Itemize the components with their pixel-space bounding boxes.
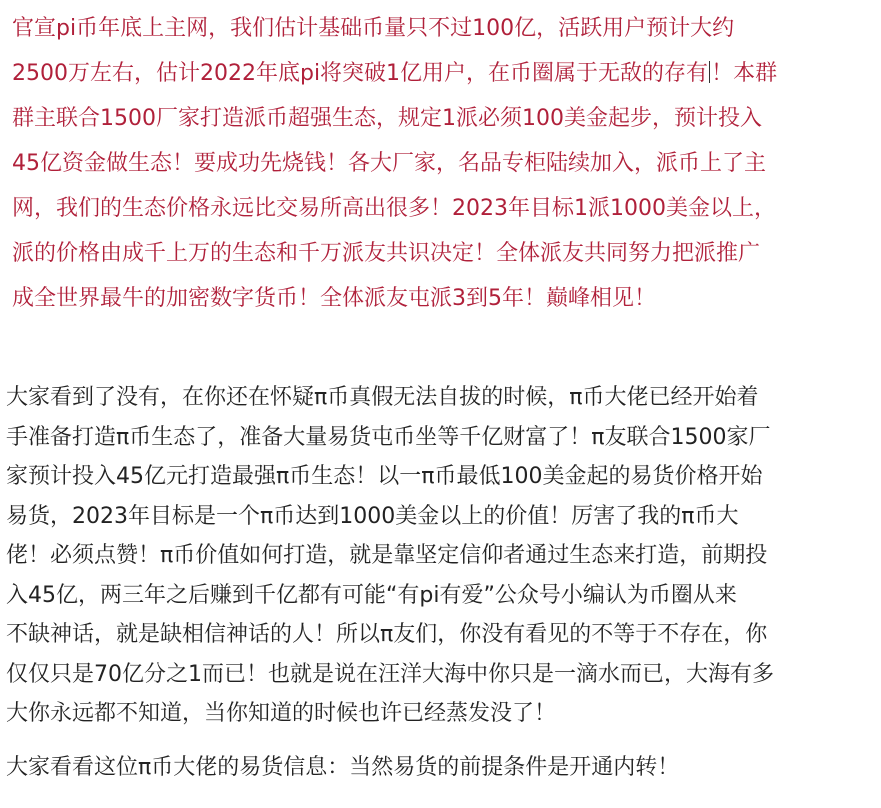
paragraph-line: 不缺神话，就是缺相信神话的人！所以π友们，你没有看见的不等于不存在，你 [6, 622, 768, 647]
announcement-line: 45亿资金做生态！要成功先烧钱！各大厂家，名品专柜陆续加入，派币上了主 [12, 151, 766, 176]
announcement-line: 官宣pi币年底上主网，我们估计基础币量只不过100亿，活跃用户预计大约 [12, 16, 735, 41]
paragraph-line: 家预计投入45亿元打造最强π币生态！以一π币最低100美金起的易货价格开始 [6, 464, 763, 489]
paragraph-line: 仅仅只是70亿分之1而已！也就是说在汪洋大海中你只是一滴水而已，大海有多 [6, 661, 774, 687]
paragraph-line: 手准备打造π币生态了，准备大量易货屯币坐等千亿财富了！π友联合1500家厂 [6, 424, 771, 450]
paragraph-line: 佬！必须点赞！π币价值如何打造，就是靠坚定信仰者通过生态来打造，前期投 [6, 543, 768, 568]
paragraph-line: 易货，2023年目标是一个π币达到1000美金以上的价值！厉害了我的π币大 [6, 503, 739, 529]
announcement-line: 群主联合1500厂家打造派币超强生态，规定1派必须100美金起步，预计投入 [12, 106, 762, 131]
paragraph-line: 大家看到了没有，在你还在怀疑π币真假无法自拔的时候，π币大佬已经开始着 [6, 385, 759, 410]
announcement-line: 成全世界最牛的加密数字货币！全体派友屯派3到5年！巅峰相见！ [12, 286, 656, 311]
paragraph-line: 大你永远都不知道，当你知道的时候也许已经蒸发没了！ [6, 701, 557, 726]
paragraph-line: 入45亿，两三年之后赚到千亿都有可能“有pi有爱”公众号小编认为币圈从来 [6, 582, 737, 608]
announcement-line-text: ！本群 [711, 61, 778, 86]
quoted-announcement [12, 0, 874, 321]
announcement-line: 派的价格由成千上万的生态和千万派友共识决定！全体派友共同努力把派推广 [12, 241, 761, 266]
announcement-line [12, 51, 874, 96]
text-cursor [709, 61, 710, 83]
announcement-line: 网，我们的生态价格永远比交易所高出很多！2023年目标1派1000美金以上， [12, 196, 776, 221]
closing-line: 大家看看这位π币大佬的易货信息：当然易货的前提条件是开通内转！ [6, 755, 680, 780]
announcement-line-text: 2500万左右，估计2022年底pi将突破1亿用户，在币圈属于无敌的存有 [12, 61, 709, 86]
article-paragraph [6, 378, 876, 734]
